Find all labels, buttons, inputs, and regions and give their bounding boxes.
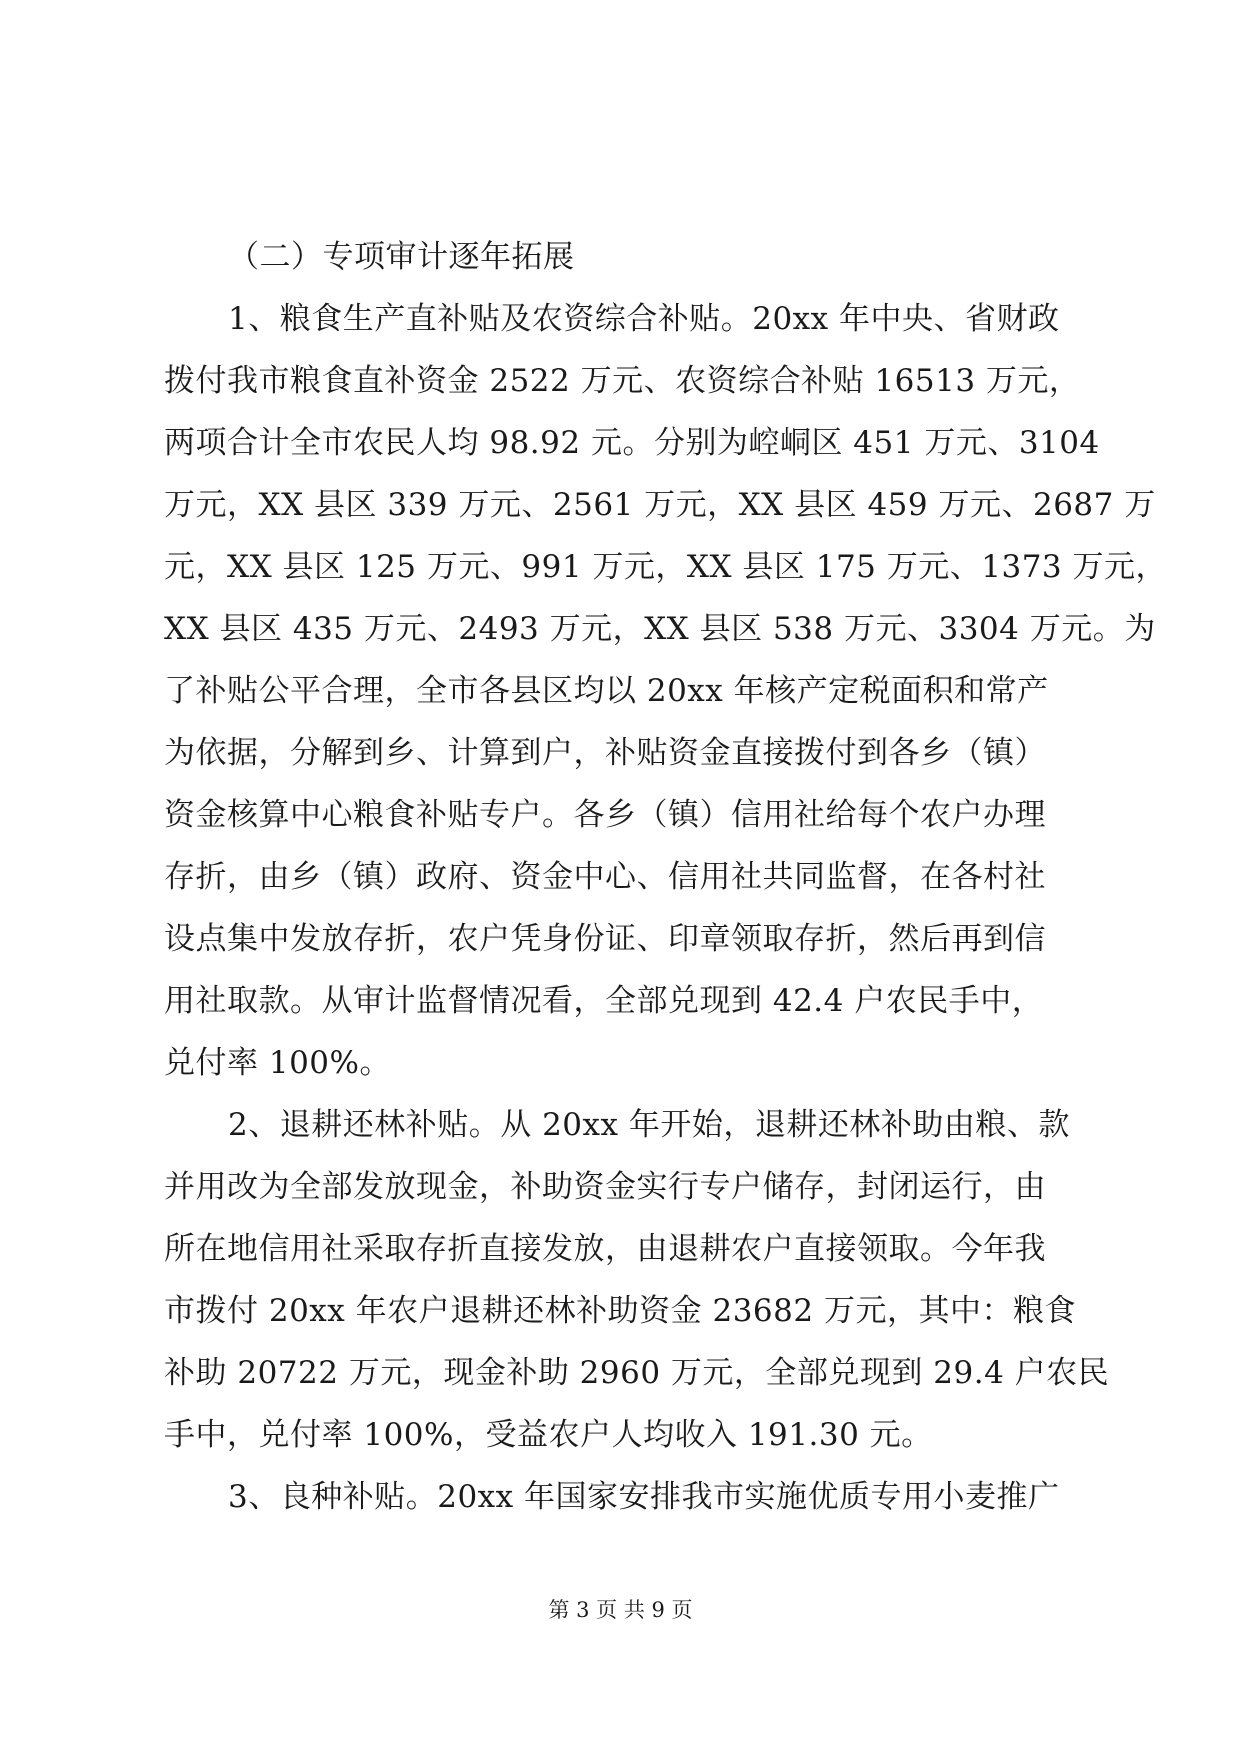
text-line: 并用改为全部发放现金，补助资金实行专户储存，封闭运行，由 (164, 1169, 1046, 1205)
text-line: 所在地信用社采取存折直接发放，由退耕农户直接领取。今年我 (164, 1231, 1046, 1267)
text-line: 市拨付 20xx 年农户退耕还林补助资金 23682 万元，其中：粮食 (164, 1293, 1076, 1329)
section-heading: （二）专项审计逐年拓展 (228, 239, 575, 275)
text-line: XX 县区 435 万元、2493 万元，XX 县区 538 万元、3304 万元。为 (164, 611, 1156, 647)
text-line: 资金核算中心粮食补贴专户。各乡（镇）信用社给每个农户办理 (164, 797, 1046, 833)
text-line: 存折，由乡（镇）政府、资金中心、信用社共同监督，在各村社 (164, 859, 1046, 895)
text-line: 了补贴公平合理，全市各县区均以 20xx 年核产定税面积和常产 (164, 673, 1049, 709)
text-line: 兑付率 100%。 (164, 1045, 391, 1081)
text-line: 手中，兑付率 100%，受益农户人均收入 191.30 元。 (164, 1417, 933, 1453)
text-line: 为依据，分解到乡、计算到户，补贴资金直接拨付到各乡（镇） (164, 735, 1046, 771)
text-line: 设点集中发放存折，农户凭身份证、印章领取存折，然后再到信 (164, 921, 1046, 957)
text-line: 用社取款。从审计监督情况看，全部兑现到 42.4 户农民手中， (164, 983, 1044, 1019)
text-line: 拨付我市粮食直补资金 2522 万元、农资综合补贴 16513 万元， (164, 363, 1081, 399)
text-line: 3、良种补贴。20xx 年国家安排我市实施优质专用小麦推广 (228, 1479, 1060, 1515)
text-line: 两项合计全市农民人均 98.92 元。分别为崆峒区 451 万元、3104 (164, 425, 1100, 461)
page-number-footer: 第 3 页 共 9 页 (548, 1598, 693, 1622)
body-text (164, 226, 1168, 1528)
text-line: 万元，XX 县区 339 万元、2561 万元，XX 县区 459 万元、2687 万 (164, 487, 1156, 523)
text-line: 2、退耕还林补贴。从 20xx 年开始，退耕还林补助由粮、款 (228, 1107, 1070, 1143)
text-line: 补助 20722 万元，现金补助 2960 万元，全部兑现到 29.4 户农民 (164, 1355, 1110, 1391)
text-line: 1、粮食生产直补贴及农资综合补贴。20xx 年中央、省财政 (228, 301, 1060, 337)
text-line: 元，XX 县区 125 万元、991 万元，XX 县区 175 万元、1373 万元， (164, 549, 1168, 585)
